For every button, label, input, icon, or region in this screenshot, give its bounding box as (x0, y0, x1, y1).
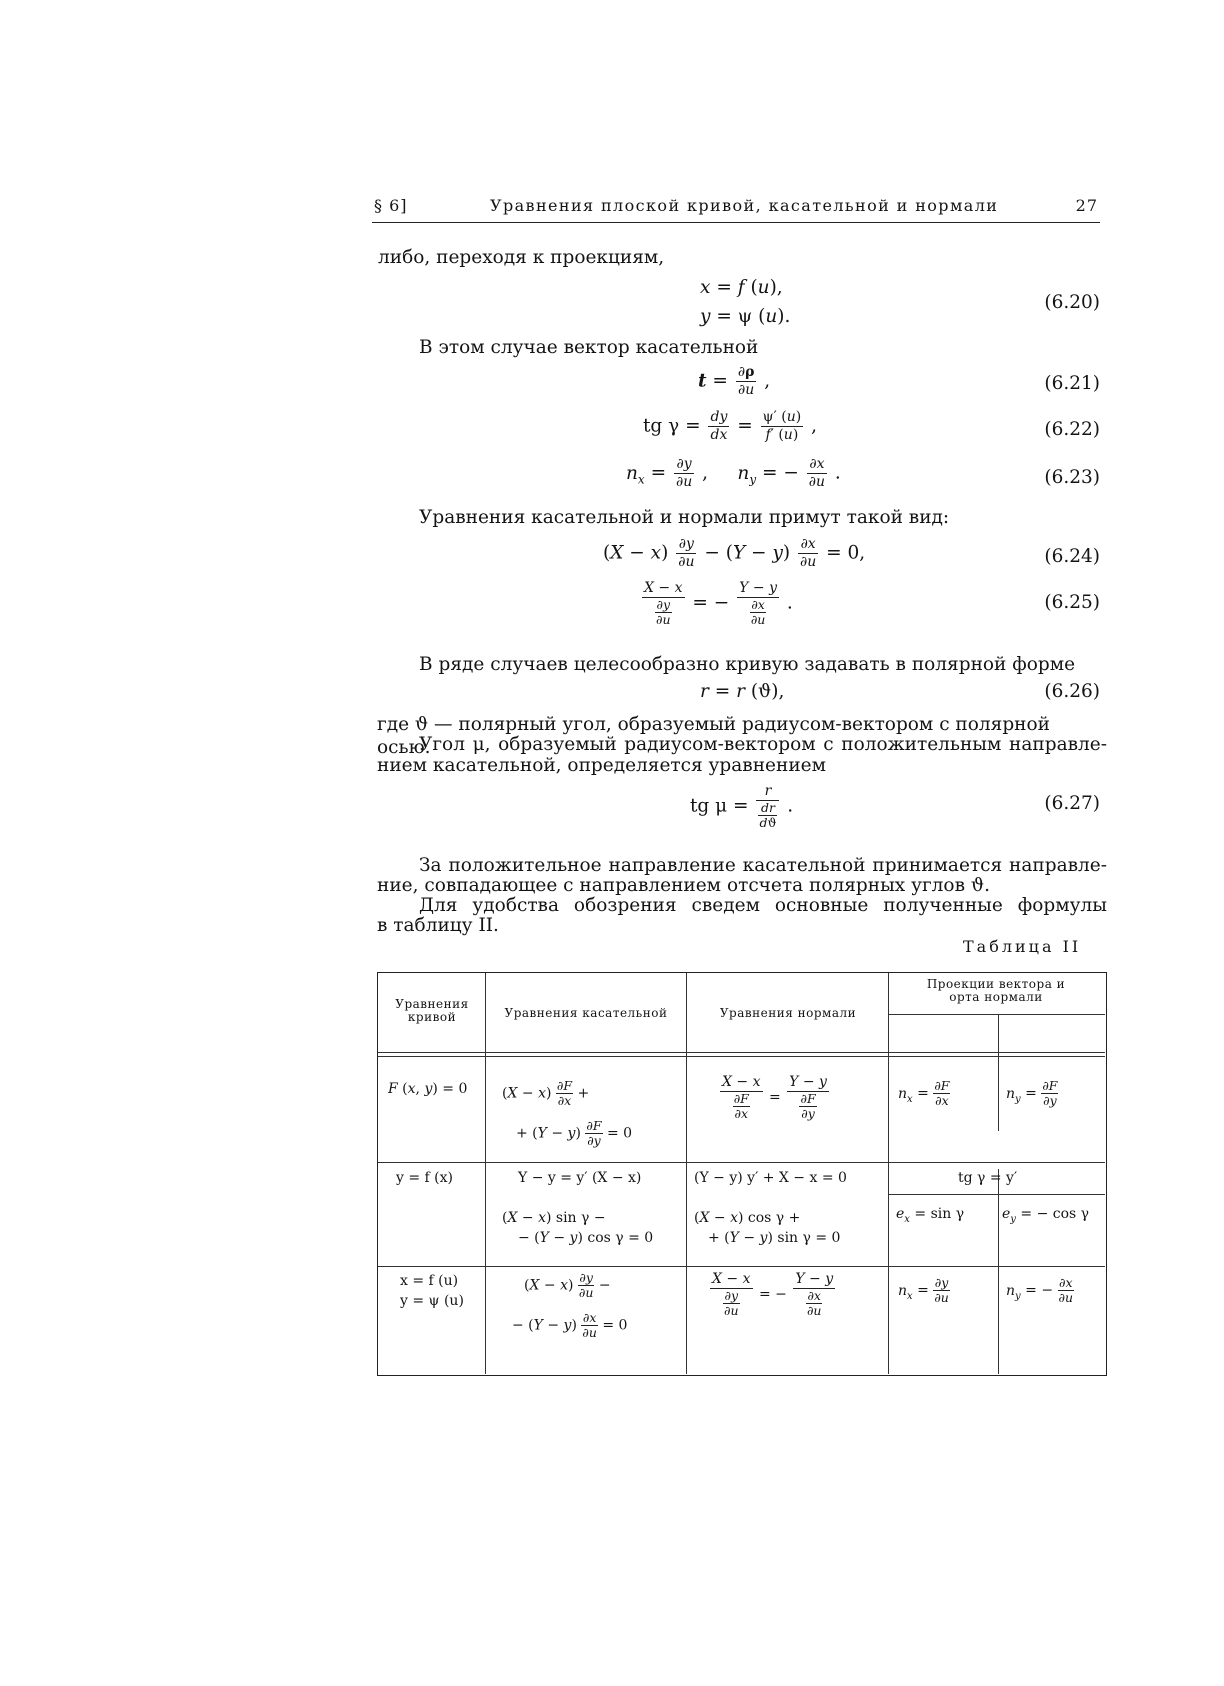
table-caption: Таблица II (963, 937, 1082, 956)
row3-curve-b: y = ψ (u) (400, 1293, 464, 1309)
table-divider (888, 1014, 1105, 1015)
row3-nx: $n_x$ = $\frac{\partial y}{\partial u}$ (898, 1275, 949, 1305)
row2-tangent-c: − (Y − y) cos γ = 0 (518, 1230, 654, 1246)
table-divider (998, 1076, 999, 1131)
row2-projection: tg γ = y′ (958, 1170, 1018, 1186)
equation-number: (6.26) (1044, 681, 1100, 702)
equation-number: (6.23) (1044, 467, 1100, 488)
table-divider (378, 1052, 1105, 1053)
table-divider (888, 1194, 1105, 1195)
paragraph-polar: В ряде случаев целесообразно кривую задавать в полярной форме (419, 654, 1076, 675)
table-divider (378, 1162, 1105, 1163)
equation-number: (6.22) (1044, 419, 1100, 440)
equation-6-23: $n_x$ = $\frac{\partial y}{\partial u}$ , $n_y$ = − $\frac{\partial x}{\partial u}$ . (626, 456, 841, 490)
equation-number: (6.20) (1044, 292, 1100, 313)
table-divider (485, 973, 486, 1374)
row2-normal-c: + (Y − y) sin γ = 0 (708, 1230, 841, 1246)
row3-tangent-b: − (Y − y) $\frac{\partial x}{\partial u}$ = 0 (512, 1310, 628, 1340)
paragraph-positive-direction-a: За положительное направление касательной принимается направле- (419, 855, 1107, 876)
row2-tangent-a: Y − y = y′ (X − x) (518, 1170, 642, 1186)
paragraph-positive-direction-b: ние, совпадающее с направлением отсчета полярных углов ϑ. (377, 875, 990, 896)
running-header (372, 196, 1100, 223)
table-divider (998, 1014, 999, 1076)
row2-ey: $e_y$ = − cos γ (1002, 1206, 1090, 1225)
table-divider (378, 1266, 1105, 1267)
row2-normal-b: (X − x) cos γ + (694, 1210, 801, 1226)
equation-number: (6.25) (1044, 592, 1100, 613)
row1-tangent-a: (X − x) $\frac{\partial F}{\partial x}$ + (502, 1078, 590, 1108)
equation-number: (6.27) (1044, 793, 1100, 814)
header-projections: Проекции вектора и орта нормали (926, 977, 1066, 1004)
page-number: 27 (1075, 196, 1098, 215)
equation-number: (6.24) (1044, 546, 1100, 567)
equation-6-25: $\frac{X - x}{\frac{\partial y}{\partial u}}$ = − $\frac{Y - y}{\frac{\partial x}{\partial u}}$ . (644, 580, 793, 627)
row2-tangent-b: (X − x) sin γ − (502, 1210, 606, 1226)
row2-ex: $e_x = \sin \gamma$ (896, 1206, 965, 1225)
table-divider (686, 973, 687, 1374)
paragraph-polar-angle: где ϑ — полярный угол, образуемый радиусом-вектором с полярной осью. (377, 714, 1050, 758)
header-curve: Уравнения кривой (395, 997, 469, 1024)
equation-6-21: t = $\frac{\partial\rho}{\partial u}$ , (698, 364, 771, 398)
row1-tangent-b: + (Y − y) $\frac{\partial F}{\partial y}$ = 0 (516, 1118, 633, 1148)
header-tangent: Уравнения касательной (504, 1006, 668, 1020)
formula-table (377, 972, 1107, 1376)
equation-6-20a: x = f (u), (700, 277, 783, 298)
row1-nx: $n_x$ = $\frac{\partial F}{\partial x}$ (898, 1078, 950, 1108)
row1-ny: $n_y$ = $\frac{\partial F}{\partial y}$ (1006, 1078, 1058, 1108)
equation-6-27: tg μ = r $\frac{dr}{dϑ}$ . (690, 783, 794, 830)
equation-6-22: tg γ = $\frac{dy}{dx}$ = $\frac{\psi' (u)}{f' (u)}$ , (643, 409, 817, 443)
table-divider (888, 973, 889, 1374)
section-number: § 6] (374, 196, 408, 215)
equation-number: (6.21) (1044, 373, 1100, 394)
table-divider (998, 1169, 999, 1374)
table-divider (378, 1056, 1105, 1057)
paragraph-intro: либо, переходя к проекциям, (378, 247, 665, 268)
page-header-title: Уравнения плоской кривой, касательной и нормали (490, 196, 999, 215)
paragraph-angle-mu-a: Угол μ, образуемый радиусом-вектором с положительным направле- (419, 734, 1107, 755)
row2-normal-a: (Y − y) y′ + X − x = 0 (694, 1170, 847, 1186)
paragraph-summary-b: в таблицу II. (377, 915, 499, 936)
row3-normal: $\frac{X - x}{\frac{\partial y}{\partial u}}$ = − $\frac{Y - y}{\frac{\partial x}{\partial u}}$ (712, 1271, 834, 1318)
row3-ny: $n_y$ = − $\frac{\partial x}{\partial u}$ (1006, 1275, 1074, 1305)
row1-normal: $\frac{X - x}{\frac{\partial F}{\partial x}}$ = $\frac{Y - y}{\frac{\partial F}{\partial y}}$ (722, 1074, 827, 1121)
equation-6-26: r = r (ϑ), (700, 681, 785, 702)
paragraph-angle-mu-b: нием касательной, определяется уравнением (377, 755, 826, 776)
equation-6-24: (X − x) $\frac{\partial y}{\partial u}$ − (Y − y) $\frac{\partial x}{\partial u}$ = 0, (603, 536, 866, 570)
row3-curve-a: x = f (u) (400, 1273, 459, 1289)
row3-tangent-a: (X − x) $\frac{\partial y}{\partial u}$ − (524, 1270, 611, 1300)
paragraph-summary-a: Для удобства обозрения сведем основные полученные формулы (419, 895, 1107, 916)
row2-curve: y = f (x) (396, 1170, 453, 1186)
paragraph-tangent-vector: В этом случае вектор касательной (419, 337, 759, 358)
row1-curve: F (x, y) = 0 (388, 1081, 468, 1097)
header-normal: Уравнения нормали (719, 1006, 857, 1020)
paragraph-equations: Уравнения касательной и нормали примут такой вид: (419, 507, 950, 528)
equation-6-20b: y = ψ (u). (700, 306, 791, 327)
